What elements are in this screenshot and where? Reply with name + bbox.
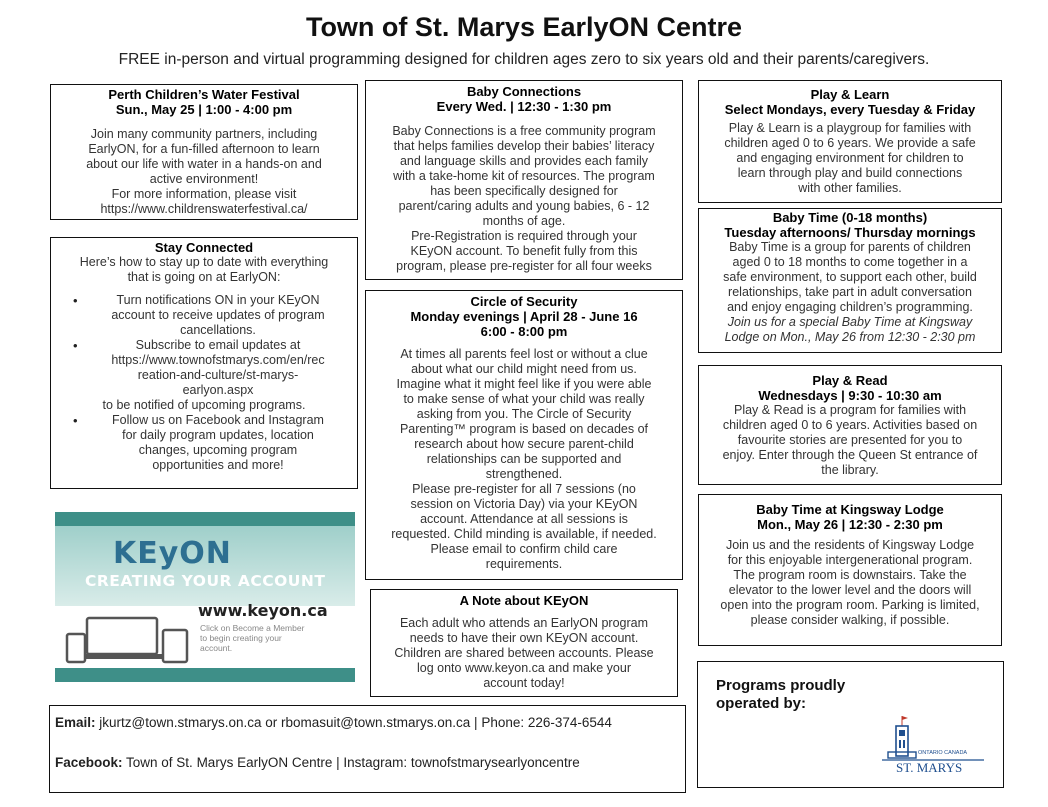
baby-time-line: aged 0 to 18 months to come together in a <box>732 255 968 269</box>
circle-of-security-line: Please email to confirm child care <box>430 542 618 556</box>
list-item-line: opportunities and more! <box>152 458 284 472</box>
operated-by-line: operated by: <box>716 695 807 712</box>
baby-connections-line: has been specifically designed for <box>430 184 618 198</box>
email-row <box>55 715 612 730</box>
water-festival-line: EarlyON, for a fun-filled afternoon to learn <box>88 142 320 156</box>
list-item-line: changes, upcoming program <box>138 443 298 457</box>
play-read-date: Wednesdays | 9:30 - 10:30 am <box>758 388 942 403</box>
baby-connections-title: Baby Connections <box>466 84 582 99</box>
baby-connections-box <box>365 80 683 280</box>
baby-connections-line: Baby Connections is a free community program <box>392 124 656 138</box>
baby-time-line: safe environment, to support each other, build <box>723 270 977 284</box>
list-item-link[interactable]: reation-and-culture/st-marys- <box>137 368 299 382</box>
baby-connections-line: months of age. <box>482 214 566 228</box>
circle-of-security-date: Monday evenings | April 28 - June 16 <box>410 309 638 324</box>
seal-name-text: ST. MARYS <box>896 760 963 775</box>
circle-of-security-line: Imagine what it might feel like if you were able <box>396 377 652 391</box>
facebook-row <box>55 755 580 770</box>
operated-by-line: Programs proudly <box>716 677 846 694</box>
stay-connected-intro: Here’s how to stay up to date with everything <box>79 255 329 269</box>
page-title: Town of St. Marys EarlyON Centre <box>305 12 743 42</box>
facebook-label: Facebook: <box>55 755 123 770</box>
email-label: Email: <box>55 715 96 730</box>
kingsway-box <box>698 494 1002 646</box>
baby-connections-line: Pre-Registration is required through your <box>411 229 637 243</box>
water-festival-link[interactable]: https://www.childrenswaterfestival.ca/ <box>100 202 308 216</box>
baby-connections-line: that helps families develop their babies’ literacy <box>393 139 655 153</box>
play-learn-box <box>698 80 1002 203</box>
kingsway-line: open into the program room. Parking is limited, <box>720 598 980 612</box>
list-item-link[interactable]: https://www.townofstmarys.com/en/rec <box>111 353 325 367</box>
keyon-banner <box>55 512 355 682</box>
water-festival-line: For more information, please visit <box>111 187 297 201</box>
kingsway-line: The program room is downstairs. Take the <box>733 568 967 582</box>
note-keyon-line: Each adult who attends an EarlyON program <box>399 616 649 630</box>
baby-time-special: Join us for a special Baby Time at Kingsway <box>727 315 973 329</box>
note-keyon-line: log onto www.keyon.ca and make your <box>416 661 631 675</box>
keyon-instructions <box>200 623 350 653</box>
circle-of-security-line: Parenting™ program is based on decades of <box>399 422 649 436</box>
baby-time-line: and enjoy engaging children’s programming. <box>727 300 973 314</box>
water-festival-line: active environment! <box>149 172 259 186</box>
kingsway-line: for this enjoyable intergenerational program. <box>727 553 973 567</box>
list-item <box>51 338 357 398</box>
list-item <box>51 293 357 338</box>
circle-of-security-line: relationships can be supported and <box>426 452 622 466</box>
note-keyon-line: account today! <box>483 676 565 690</box>
circle-of-security-line: asking from you. The Circle of Security <box>416 407 632 421</box>
circle-of-security-line: At times all parents feel lost or without a clue <box>400 347 648 361</box>
note-keyon-line: Children are shared between accounts. Please <box>394 646 654 660</box>
baby-time-line: relationships, take part in adult conversation <box>728 285 972 299</box>
baby-time-box <box>698 208 1002 353</box>
kingsway-date: Mon., May 26 | 12:30 - 2:30 pm <box>757 517 943 532</box>
keyon-instruction-line: to begin creating your <box>200 633 282 643</box>
operated-by-box <box>697 661 1004 788</box>
circle-of-security-line: session on Victoria Day) via your KEyON <box>410 497 638 511</box>
baby-connections-line: KEyON account. To benefit fully from this <box>410 244 638 258</box>
baby-connections-line: program, please pre-register for all four weeks <box>396 259 652 273</box>
play-read-line: children aged 0 to 6 years. Activities based on <box>722 418 978 432</box>
email-value[interactable]: jkurtz@town.stmarys.on.ca or rbomasuit@town.stmarys.on.ca | Phone: 226-374-6544 <box>99 715 612 730</box>
play-learn-line: children aged 0 to 6 years. We provide a safe <box>724 136 976 150</box>
circle-of-security-box <box>365 290 683 580</box>
stay-connected-title: Stay Connected <box>154 240 254 255</box>
kingsway-line: please consider walking, if possible. <box>750 613 950 627</box>
contact-footer <box>49 705 686 793</box>
kingsway-line: Join us and the residents of Kingsway Lodge <box>725 538 975 552</box>
facebook-value[interactable]: Town of St. Marys EarlyON Centre | Instagram: townofstmarysearlyoncentre <box>126 755 580 770</box>
kingsway-line: elevator to the lower level and the doors will <box>728 583 972 597</box>
keyon-band-top <box>55 512 355 526</box>
play-read-line: enjoy. Enter through the Queen St entrance of <box>722 448 978 462</box>
baby-connections-line: and language skills and provides each family <box>399 154 649 168</box>
kingsway-title: Baby Time at Kingsway Lodge <box>756 502 944 517</box>
circle-of-security-line: requirements. <box>485 557 563 571</box>
stay-connected-list-2 <box>51 413 357 473</box>
play-learn-title: Play & Learn <box>810 87 890 102</box>
circle-of-security-line: research about how secure parent-child <box>414 437 634 451</box>
play-learn-date: Select Mondays, every Tuesday & Friday <box>724 102 976 117</box>
note-keyon-line: needs to have their own KEyON account. <box>409 631 639 645</box>
stay-connected-intro: that is going on at EarlyON: <box>127 270 281 284</box>
play-learn-line: with other families. <box>798 181 902 195</box>
play-read-box <box>698 365 1002 485</box>
baby-time-line: Baby Time is a group for parents of children <box>729 240 971 254</box>
circle-of-security-line: Please pre-register for all 7 sessions (no <box>412 482 636 496</box>
play-read-line: Play & Read is a program for families with <box>733 403 967 417</box>
baby-time-special: Lodge on Mon., May 26 from 12:30 - 2:30 pm <box>724 330 976 344</box>
water-festival-line: about our life with water in a hands-on and <box>86 157 322 171</box>
operated-by-label <box>716 677 896 713</box>
circle-of-security-line: about what our child might need from us. <box>411 362 637 376</box>
circle-of-security-title: Circle of Security <box>470 294 578 309</box>
baby-time-date: Tuesday afternoons/ Thursday mornings <box>724 225 976 240</box>
play-read-line: favourite stories are presented for you to <box>737 433 963 447</box>
play-learn-line: learn through play and build connections <box>737 166 963 180</box>
seal-small-text: ONTARIO CANADA <box>918 750 968 756</box>
keyon-url[interactable]: www.keyon.ca <box>198 601 328 620</box>
stay-connected-list <box>51 293 357 398</box>
list-item-line: • Follow us on Facebook and Instagram <box>112 413 324 427</box>
baby-connections-line: parent/caring adults and young babies, 6 - 12 <box>398 199 650 213</box>
list-item <box>51 413 357 473</box>
stay-connected-box <box>50 237 358 489</box>
circle-of-security-line: strengthened. <box>485 467 563 481</box>
water-festival-line: Join many community partners, including <box>90 127 318 141</box>
water-festival-title: Perth Children’s Water Festival <box>108 87 300 102</box>
list-item-line: account to receive updates of program <box>111 308 325 322</box>
keyon-logo: KEyON <box>113 536 232 571</box>
circle-of-security-time: 6:00 - 8:00 pm <box>480 324 568 339</box>
circle-of-security-line: to make sense of what your child was really <box>403 392 645 406</box>
devices-icon <box>65 616 195 664</box>
play-read-title: Play & Read <box>812 373 888 388</box>
circle-of-security-line: account. Attendance at all sessions is <box>420 512 628 526</box>
baby-connections-date: Every Wed. | 12:30 - 1:30 pm <box>436 99 612 114</box>
play-learn-line: and engaging environment for children to <box>736 151 964 165</box>
play-read-line: the library. <box>821 463 879 477</box>
circle-of-security-line: requested. Child minding is available, if needed. <box>391 527 657 541</box>
list-item-line: • Turn notifications ON in your KEyON <box>116 293 320 307</box>
keyon-band-bottom <box>55 668 355 682</box>
baby-connections-line: with a take-home kit of resources. The program <box>393 169 655 183</box>
note-keyon-box <box>370 589 678 697</box>
play-learn-line: Play & Learn is a playgroup for families with <box>728 121 972 135</box>
st-marys-logo <box>878 712 988 778</box>
list-item-link[interactable]: earlyon.aspx <box>182 383 254 397</box>
keyon-tagline: CREATING YOUR ACCOUNT <box>85 572 326 590</box>
note-keyon-title: A Note about KEyON <box>459 593 589 608</box>
list-item-line: cancellations. <box>180 323 256 337</box>
keyon-instruction-line: Click on Become a Member <box>200 623 305 633</box>
baby-time-title: Baby Time (0-18 months) <box>772 210 928 225</box>
water-festival-date: Sun., May 25 | 1:00 - 4:00 pm <box>115 102 293 117</box>
water-festival-box <box>50 84 358 220</box>
keyon-instruction-line: account. <box>200 643 233 653</box>
list-item-line: • Subscribe to email updates at <box>135 338 301 352</box>
list-item-continuation: to be notified of upcoming programs. <box>102 398 306 412</box>
list-item-line: for daily program updates, location <box>122 428 314 442</box>
page-subtitle: FREE in-person and virtual programming designed for children ages zero to six years old and their parents/caregivers. <box>118 51 930 68</box>
